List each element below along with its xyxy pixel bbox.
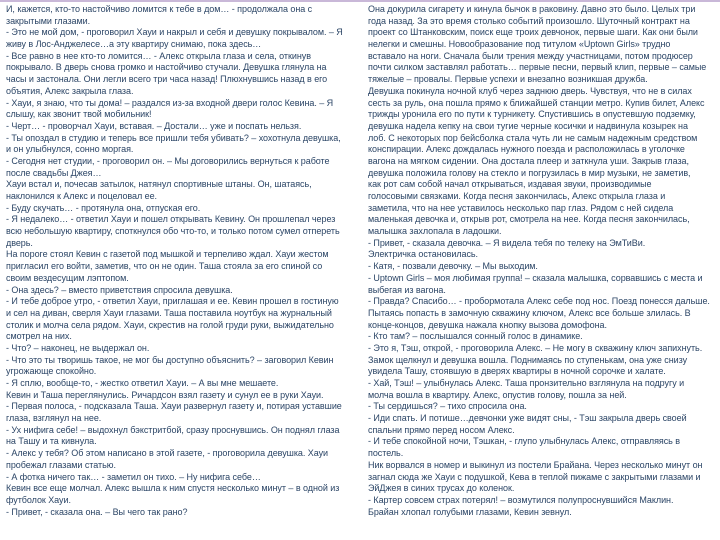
text-line: Она докурила сигарету и кинула бычок в раковину. Давно это было. Целых три: [368, 4, 696, 14]
text-line: вагона на мягком сидении. Она достала плеер и заткнула уши. Закрыв глаза,: [368, 155, 689, 166]
text-line: - Правда? Спасибо… - пробормотала Алекс себе под нос. Поезд понесся дальше.: [368, 296, 710, 307]
text-line: ЭйДжея в синих трусах до коленок.: [368, 483, 515, 494]
text-line: - Ты опоздал в студию и теперь все пришли тебя убивать? – хохотнула девушка,: [6, 132, 341, 143]
text-line: трижды уронила его по пути к турникету. Спустившись в опустевшую подземку,: [368, 109, 696, 120]
text-line: пригласил его войти, заметив, что он не один. Таша стояла за его спиной со: [6, 261, 323, 272]
text-line: выбегая из вагона.: [368, 284, 446, 295]
text-line: Пытаясь попасть в замочную скважину ключом, Алекс все больше злилась. В: [368, 307, 691, 318]
text-line: - Она здесь? – вместо приветствия спросила девушка.: [6, 284, 233, 295]
text-line: - Ух нифига себе! – выдохнул бэкстритбой, сразу проснувшись. Он поднял глаза: [6, 424, 340, 435]
left-text-column: [6, 4, 358, 518]
text-line: - Хауи, я знаю, что ты дома! – раздался из-за входной двери голос Кевина. – Я: [6, 97, 334, 108]
text-line: девушка надела кепку на свои тугие черные косички и надвинула козырек на: [368, 120, 688, 131]
text-line: малышка захлопала в ладошки.: [368, 226, 502, 237]
text-line: проект со Штанковским, поиск еще троих девчонок, первые шаги. Как они были: [368, 27, 698, 38]
text-line: - И тебе доброе утро, - ответил Хауи, приглашая и ее. Кевин прошел в гостиную: [6, 296, 339, 307]
text-line: своим вездесущим лэптопом.: [6, 272, 129, 283]
text-line: И, кажется, кто-то настойчиво ломится к тебе в дом… - продолжала она с: [6, 4, 313, 14]
text-line: часы и застонала. Они легли всего три часа назад! Плюхнувшись назад в его: [6, 74, 328, 85]
text-line: тяжелые – провалы. Первые успехи и внезапно возникшая дружба.: [368, 74, 648, 85]
text-line: наклонился к Алекс и поцеловал ее.: [6, 191, 158, 201]
text-line: - Uptown Girls – моя любимая группа! – сказала малышка, сорвавшись с места и: [368, 272, 703, 283]
text-line: глаза, взглянул на нее.: [6, 413, 102, 424]
text-line: - Черт… - проворчал Хауи, вставая. – Достали… уже и поспать нельзя.: [6, 120, 302, 131]
text-line: пробежал глазами статью.: [6, 459, 116, 470]
text-line: - Я недалеко… - ответил Хауи и пошел открывать Кевину. Он прошлепал через: [6, 214, 336, 225]
text-line: конце-концов, девушка нажала кнопку вызова домофона.: [368, 319, 607, 330]
text-line: и он улыбнулся, сонно моргая.: [6, 144, 134, 155]
text-line: - Привет, - сказала девочка. – Я видела тебя по телеку на ЭмТиВи.: [368, 237, 646, 248]
top-border: [0, 0, 720, 2]
text-line: нелегки и смешны. Новообразование под титулом «Uptown Girls» трудно: [368, 39, 671, 50]
text-line: - А фотка ничего так… - заметил он тихо. – Ну нифига себе…: [6, 471, 261, 482]
text-line: и сел на диван, сверля Хауи глазами. Таша поставила ноутбук на журнальный: [6, 307, 332, 318]
text-line: - Что? – наконец, не выдержал он.: [6, 342, 150, 353]
text-line: - Алекс у тебя? Об этом написано в этой газете, - проговорила девушка. Хауи: [6, 448, 328, 459]
text-line: смотрел на них.: [6, 331, 72, 342]
text-line: - Ты сердишься? – тихо спросила она.: [368, 401, 527, 412]
text-line: Электричка остановилась.: [368, 249, 479, 260]
text-line: футболок Хауи.: [6, 494, 71, 505]
text-line: девушка положила голову на стекло и погрузилась в мир музыки, не заметив,: [368, 167, 691, 178]
text-line: - Кто там? – послышался сонный голос в динамике.: [368, 331, 583, 342]
text-line: объятия, Алекс закрыла глаза.: [6, 85, 134, 96]
text-line: как рот сам собой начал открываться, издавая звуки, производимые: [368, 179, 652, 190]
text-line: - Иди спать. И потише…девчонки уже видят сны, - Тэш закрыла дверь своей: [368, 413, 687, 424]
text-line: - Это не мой дом, - проговорил Хауи и накрыл и себя и девушку покрывалом. – Я: [6, 27, 343, 38]
text-line: голосовыми связками. Когда песня закончилась, Алекс открыла глаза и: [368, 191, 666, 201]
text-line: - Что это ты творишь такое, не мог бы доступно объяснить? – заговорил Кевин: [6, 354, 334, 365]
text-line: слышу, как звонит твой мобильник!: [6, 109, 152, 120]
text-line: всю небольшую квартиру, споткнулся обо что-то, и только потом сумел отпереть: [6, 226, 340, 237]
text-line: - Все равно в нее кто-то ломится… - Алекс открыла глаза и села, откинув: [6, 50, 311, 61]
text-line: Замок щелкнул и девушка вошла. Поднимаясь по ступенькам, она уже снизу: [368, 354, 688, 365]
text-line: - Я сплю, вообще-то, - жестко ответил Хауи. – А вы мне мешаете.: [6, 378, 279, 388]
text-line: сесть за руль, она пошла прямо к ближайшей станции метро. Купив билет, Алекс: [368, 97, 705, 108]
text-line: - Буду скучать… - протянула она, отпуская его.: [6, 202, 201, 213]
text-line: столик и молча села рядом. Хауи, скрестив на голой груди руки, выжидательно: [6, 319, 334, 330]
text-line: года назад. За это время столько событий произошло. Шуточный контракт на: [368, 15, 690, 26]
text-line: - Хай, Тэш! – улыбнулась Алекс. Таша пронзительно взглянула на подругу и: [368, 378, 685, 388]
text-line: - Катя, - позвали девочку. – Мы выходим.: [368, 261, 538, 272]
right-text-column: [368, 4, 720, 518]
text-line: - Сегодня нет студии, - проговорил он. – Мы договорились вернуться к работе: [6, 155, 330, 166]
text-line: На пороге стоял Кевин с газетой под мышкой и терпеливо ждал. Хауи жестом: [6, 249, 329, 260]
text-line: Ник ворвался в номер и выкинул из постели Брайана. Через несколько минут он: [368, 459, 703, 470]
text-line: - Первая полоса, - подсказала Таша. Хауи развернул газету и, потирая уставшие: [6, 401, 342, 412]
text-line: после свадьбы Джея…: [6, 167, 102, 178]
text-line: на Ташу и та кивнула.: [6, 436, 97, 447]
text-line: закрытыми глазами.: [6, 15, 91, 26]
text-line: - Привет, - сказала она. – Вы чего так рано?: [6, 506, 188, 517]
text-line: - И тебе спокойной ночи, Тэшкан, - глупо улыбнулась Алекс, отправляясь в: [368, 436, 680, 447]
text-line: почти силком заставлял работать… первые песни, первый клип, первые – самые: [368, 62, 707, 73]
text-line: молча вошла в квартиру. Алекс, опустив голову, пошла за ней.: [368, 389, 627, 400]
text-line: живу в Лос-Анджелесе…а эту квартиру снимаю, пока здесь…: [6, 39, 262, 50]
text-line: увидела Ташу, стоявшую в дверях квартиры в ночной сорочке и халате.: [368, 366, 666, 377]
text-line: спальни прямо перед носом Алекс.: [368, 424, 515, 435]
text-line: - Это я, Тэш, открой, - проговорила Алекс. – Не могу в скважину ключ запихнуть.: [368, 342, 703, 353]
text-line: лоб. С некоторых пор бейсболка стала чуть ли не самым надежным средством: [368, 132, 698, 143]
text-line: дверь.: [6, 237, 33, 248]
text-line: Кевин и Таша переглянулись. Ричардсон взял газету и сунул ее в руки Хауи.: [6, 389, 324, 400]
text-line: конспирации. Алекс дождалась нужного поезда и расположилась в уголочке: [368, 144, 685, 155]
text-line: - Картер совсем страх потерял! – возмутился полупроснувшийся Маклин.: [368, 494, 674, 505]
text-line: покрывало. В дверь снова громко и настойчиво стучали. Девушка глянула на: [6, 62, 327, 73]
text-line: постель.: [368, 448, 404, 459]
text-line: маленькая девочка и, открыв рот, смотрела на нее. Когда песня закончилась,: [368, 214, 690, 225]
text-line: Кевин все еще молчал. Алекс вышла к ним спустя несколько минут – в одной из: [6, 483, 340, 494]
text-line: Девушка покинула ночной клуб через заднюю дверь. Чувствуя, что не в силах: [368, 85, 692, 96]
text-line: Хауи встал и, почесав затылок, натянул спортивные штаны. Он, шатаясь,: [6, 179, 312, 190]
text-line: заметила, что на нее уставилось несколько пар глаз. Рядом с ней сидела: [368, 202, 674, 213]
text-line: угрожающе спокойно.: [6, 366, 97, 377]
text-line: Брайан хлопал голубыми глазами, Кевин зевнул.: [368, 506, 572, 517]
text-line: вставало на ноги. Сначала были трения между участницами, потом продюсер: [368, 50, 693, 61]
text-line: загнал сюда же Хауи с подушкой, Кева в теплой пижаме с закрытыми глазами и: [368, 471, 701, 482]
